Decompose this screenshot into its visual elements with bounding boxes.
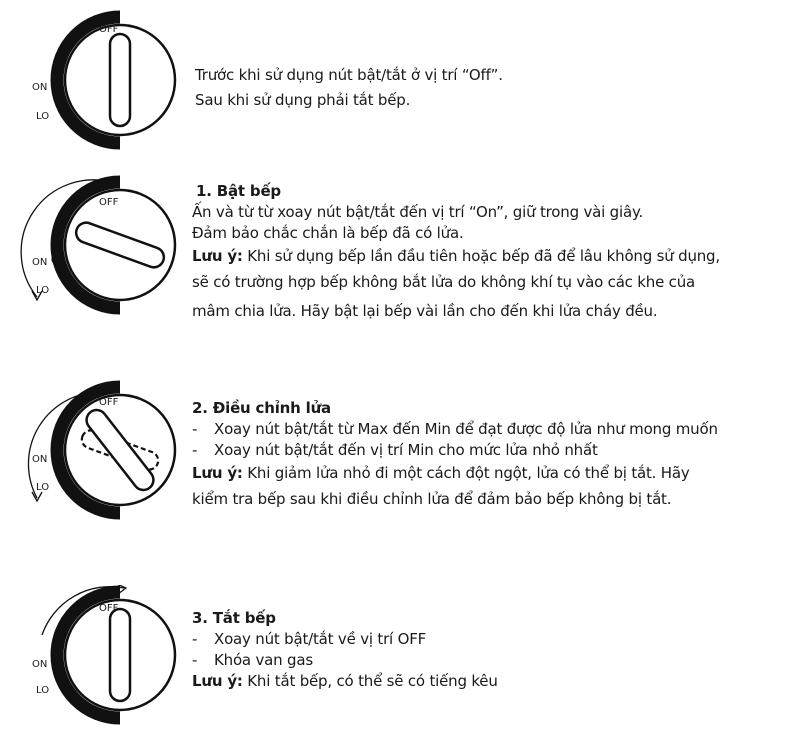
bullet-text: Xoay nút bật/tắt từ Max đến Min để đạt được độ lửa như mong muốn <box>214 420 718 438</box>
dial-off-label: OFF <box>99 197 119 208</box>
bullet-text: Xoay nút bật/tắt về vị trí OFF <box>214 630 427 648</box>
dial-on-label: ON <box>32 659 48 670</box>
note-label: Lưu ý: <box>192 464 243 482</box>
knob-turn-off-icon <box>20 585 180 725</box>
intro-text <box>195 63 503 113</box>
knob-diagram-off <box>20 10 180 150</box>
note-text: Khi giảm lửa nhỏ đi một cách đột ngột, lửa có thể bị tắt. Hãy <box>242 464 690 482</box>
bullet-dash: - <box>192 420 198 438</box>
step1-section <box>192 181 720 326</box>
step3-title: 3. Tắt bếp <box>192 609 276 627</box>
step3-bullet <box>192 650 498 671</box>
intro-line: Sau khi sử dụng phải tắt bếp. <box>195 91 411 109</box>
dial-lo-label: LO <box>36 285 50 296</box>
bullet-dash: - <box>192 651 198 669</box>
step2-note <box>192 461 718 485</box>
knob-off-icon <box>20 10 180 150</box>
note-text: Khi sử dụng bếp lần đầu tiên hoặc bếp đã để lâu không sử dụng, <box>242 247 720 265</box>
bullet-dash: - <box>192 630 198 648</box>
step2-bullet <box>192 419 718 440</box>
step3-section <box>192 608 498 692</box>
dial-on-label: ON <box>32 82 48 93</box>
step1-note-line: mâm chia lửa. Hãy bật lại bếp vài lần cho đến khi lửa cháy đều. <box>192 302 658 320</box>
step2-title: 2. Điều chỉnh lửa <box>192 399 331 417</box>
bullet-dash: - <box>192 441 198 459</box>
knob-diagram-adjust <box>20 380 180 520</box>
dial-on-label: ON <box>32 257 48 268</box>
dial-off-label: OFF <box>99 397 119 408</box>
step1-line: Ấn và từ từ xoay nút bật/tắt đến vị trí “On”, giữ trong vài giây. <box>192 203 644 221</box>
step2-note-line: kiểm tra bếp sau khi điều chỉnh lửa để đảm bảo bếp không bị tắt. <box>192 490 672 508</box>
step1-line: Đảm bảo chắc chắn là bếp đã có lửa. <box>192 224 464 242</box>
note-label: Lưu ý: <box>192 672 243 690</box>
dial-on-label: ON <box>32 454 48 465</box>
dial-lo-label: LO <box>36 111 50 122</box>
step2-section <box>192 398 718 514</box>
step2-bullet <box>192 440 718 461</box>
knob-diagram-on <box>20 175 180 315</box>
dial-off-label: OFF <box>99 24 119 35</box>
step1-note-line: sẽ có trường hợp bếp không bắt lửa do không khí tụ vào các khe của <box>192 273 696 291</box>
step1-note <box>192 244 720 268</box>
note-text: Khi tắt bếp, có thể sẽ có tiếng kêu <box>242 672 498 690</box>
step3-bullet <box>192 629 498 650</box>
knob-on-icon <box>20 175 180 315</box>
knob-adjust-icon <box>20 380 180 520</box>
intro-line: Trước khi sử dụng nút bật/tắt ở vị trí “Off”. <box>195 66 503 84</box>
dial-lo-label: LO <box>36 482 50 493</box>
knob-diagram-turn-off <box>20 585 180 725</box>
step1-title: 1. Bật bếp <box>196 182 281 200</box>
bullet-text: Xoay nút bật/tắt đến vị trí Min cho mức lửa nhỏ nhất <box>214 441 598 459</box>
step3-note <box>192 671 498 692</box>
dial-off-label: OFF <box>99 603 119 614</box>
dial-lo-label: LO <box>36 685 50 696</box>
bullet-text: Khóa van gas <box>214 651 313 669</box>
note-label: Lưu ý: <box>192 247 243 265</box>
